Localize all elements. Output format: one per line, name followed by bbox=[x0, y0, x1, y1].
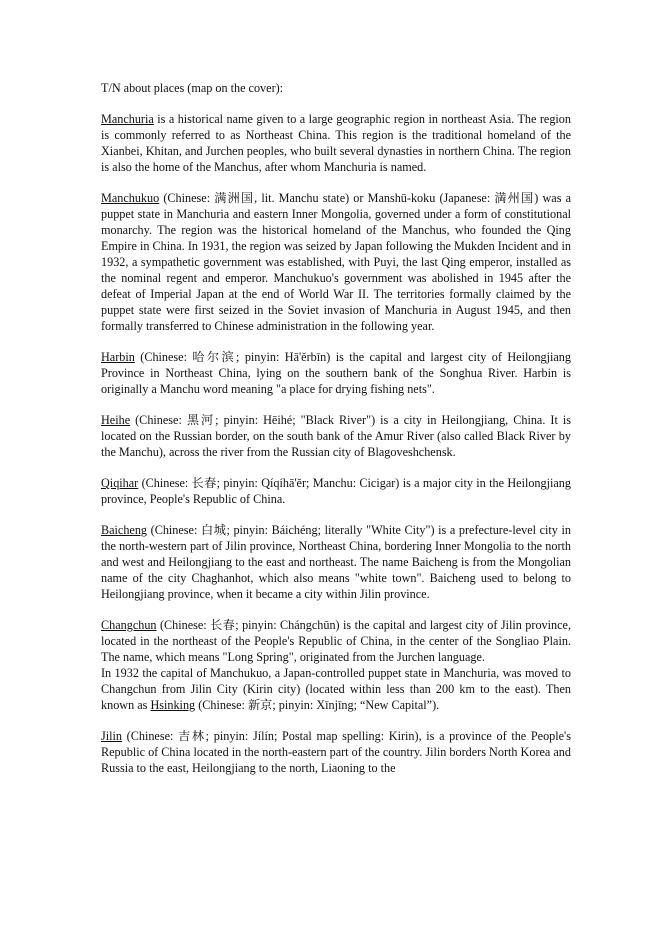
entry-text: (Chinese: 白城; pinyin: Báichéng; literally "White City") is a prefecture-level city in the north-western part of Jilin province, Northeast China, bordering Inner Mongolia to the north and west and Heilongjiang to the east and northeast. The name Baicheng is from the Mongolian name of the city Chaghanhot, which also means "white town". Baicheng used to belong to Heilongjiang province, when it became a city within Jilin province. bbox=[101, 523, 571, 601]
entry-harbin bbox=[101, 349, 571, 397]
term-manchukuo: Manchukuo bbox=[101, 191, 160, 205]
page-heading: T/N about places (map on the cover): bbox=[101, 81, 284, 95]
term-jilin: Jilin bbox=[101, 729, 122, 743]
entry-qiqihar bbox=[101, 475, 571, 507]
entry-text: (Chinese: 长春; pinyin: Chángchūn) is the capital and largest city of Jilin province, located in the northeast of the People's Republic of China, in the center of the Songliao Plain. The name, which means "Long Spring", originated from the Jurchen language. bbox=[101, 618, 571, 664]
entry-jilin bbox=[101, 728, 571, 776]
document-page bbox=[101, 80, 571, 791]
term-harbin: Harbin bbox=[101, 350, 135, 364]
entry-changchun bbox=[101, 617, 571, 713]
term-qiqihar: Qiqihar bbox=[101, 476, 139, 490]
term-manchuria: Manchuria bbox=[101, 112, 154, 126]
entry-text: (Chinese: 吉林; pinyin: Jílín; Postal map spelling: Kirin), is a province of the People's Republic of China located in the north-eastern part of the country. Jilin borders North Korea and Russia to the east, Heilongjiang to the north, Liaoning to the bbox=[101, 729, 571, 775]
entry-text: (Chinese: 满洲国, lit. Manchu state) or Manshū-koku (Japanese: 満州国) was a puppet state in Manchuria and eastern Inner Mongolia, governed under a form of constitutional monarchy. The region was the historical homeland of the Manchus, who founded the Qing Empire in China. In 1931, the region was seized by Japan following the Mukden Incident and in 1932, a sympathetic government was established, with Puyi, the last Qing emperor, installed as the nominal regent and emperor. Manchukuo's government was abolished in 1945 after the defeat of Imperial Japan at the end of World War II. The territories formally claimed by the puppet state were first seized in the Soviet invasion of Manchuria in August 1945, and then formally transferred to Chinese administration in the following year. bbox=[101, 191, 571, 333]
entry-text-extra-after: (Chinese: 新京; pinyin: Xīnjīng; “New Capital”). bbox=[195, 698, 440, 712]
entry-text: (Chinese: 长春; pinyin: Qíqíhā'ěr; Manchu: Cicigar) is a major city in the Heilongjiang province, People's Republic of China. bbox=[101, 476, 571, 506]
term-baicheng: Baicheng bbox=[101, 523, 148, 537]
entry-text: is a historical name given to a large geographic region in northeast Asia. The region is commonly referred to as Northeast China. This region is the traditional homeland of the Xianbei, Khitan, and Jurchen peoples, who built several dynasties in northern China. The region is also the home of the Manchus, after whom Manchuria is named. bbox=[101, 112, 571, 174]
entry-text-extra: In 1932 the capital of Manchukuo, a Japan-controlled puppet state in Manchuria, was moved to Changchun from Jilin City (Kirin city) (located within less than 200 km to the east). Then known as bbox=[101, 666, 571, 712]
term-heihe: Heihe bbox=[101, 413, 131, 427]
term-hsinking: Hsinking bbox=[150, 698, 196, 712]
entry-text: (Chinese: 黑河; pinyin: Hēihé; "Black River") is a city in Heilongjiang, China. It is located on the Russian border, on the south bank of the Amur River (also called Black River by the Manchu), across the river from the Russian city of Blagoveshchensk. bbox=[101, 413, 571, 459]
term-changchun: Changchun bbox=[101, 618, 157, 632]
entry-manchuria bbox=[101, 111, 571, 175]
entry-baicheng bbox=[101, 522, 571, 602]
entry-text: (Chinese: 哈尔滨; pinyin: Hā'ěrbīn) is the capital and largest city of Heilongjiang Province in Northeast China, lying on the southern bank of the Songhua River. Harbin is originally a Manchu word meaning "a place for drying fishing nets". bbox=[101, 350, 571, 396]
entry-manchukuo bbox=[101, 190, 571, 334]
entry-heihe bbox=[101, 412, 571, 460]
